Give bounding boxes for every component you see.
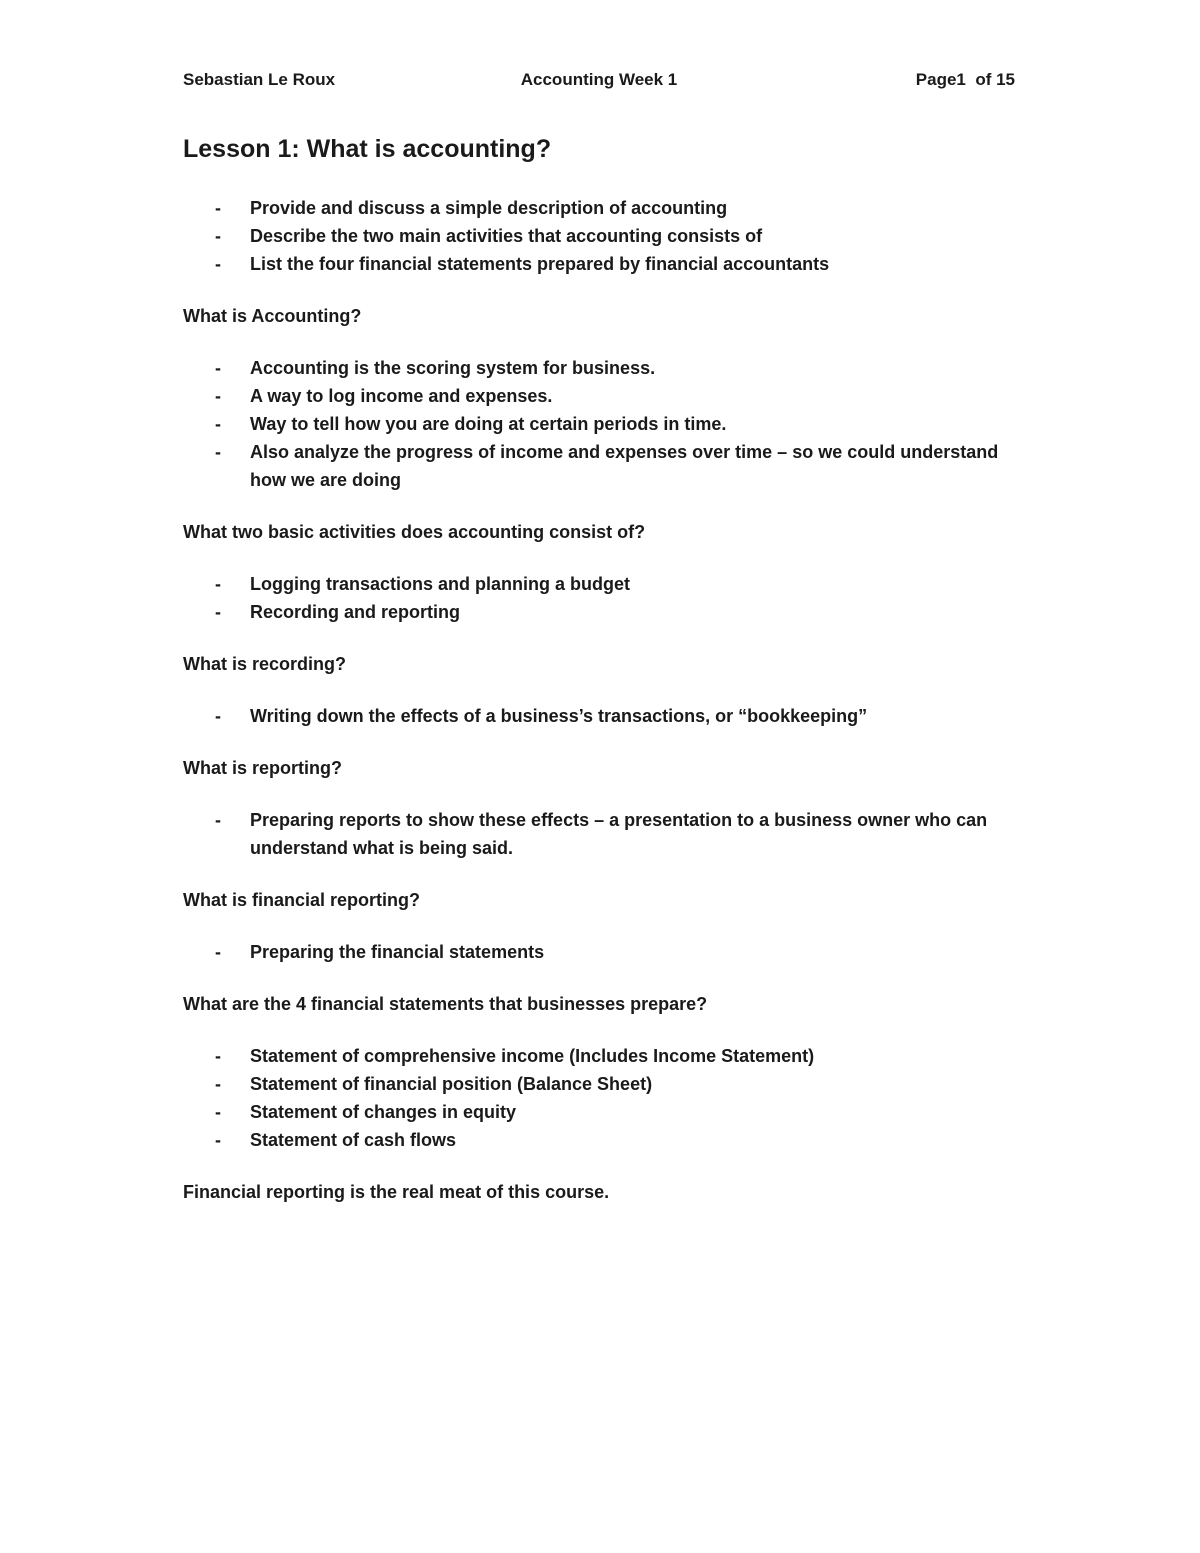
section-bullet-list	[183, 938, 1015, 966]
bullet-item	[183, 382, 1015, 410]
dash-bullet-icon: -	[215, 358, 221, 378]
section-what-is-recording	[183, 650, 1015, 730]
dash-bullet-icon: -	[215, 942, 221, 962]
section-two-basic-activities	[183, 518, 1015, 626]
bullet-text: Way to tell how you are doing at certain periods in time.	[250, 414, 727, 434]
bullet-text: Statement of cash flows	[250, 1130, 457, 1150]
bullet-item	[183, 1098, 1015, 1126]
objectives-list	[183, 194, 1015, 278]
dash-bullet-icon: -	[215, 1102, 221, 1122]
dash-bullet-icon: -	[215, 254, 221, 274]
bullet-text: Also analyze the progress of income and expenses over time – so we could understand how we are doing	[250, 442, 999, 490]
section-what-is-accounting	[183, 302, 1015, 494]
bullet-item	[183, 194, 1015, 222]
bullet-text: Describe the two main activities that accounting consists of	[250, 226, 763, 246]
bullet-item	[183, 1070, 1015, 1098]
section-bullet-list	[183, 1042, 1015, 1154]
bullet-item	[183, 570, 1015, 598]
bullet-text: Preparing the financial statements	[250, 942, 545, 962]
section-what-is-reporting	[183, 754, 1015, 862]
header-doc-title: Accounting Week 1	[520, 70, 678, 89]
section-bullet-list	[183, 354, 1015, 494]
bullet-text: Statement of comprehensive income (Includes Income Statement)	[250, 1046, 815, 1066]
document-body	[183, 134, 1015, 1206]
bullet-item	[183, 438, 1015, 494]
section-bullet-list	[183, 702, 1015, 730]
section-four-financial-statements	[183, 990, 1015, 1154]
bullet-item	[183, 410, 1015, 438]
section-heading: What is recording?	[183, 654, 347, 674]
bullet-item	[183, 806, 1015, 862]
section-bullet-list	[183, 806, 1015, 862]
dash-bullet-icon: -	[215, 1046, 221, 1066]
lesson-title: Lesson 1: What is accounting?	[183, 135, 552, 163]
dash-bullet-icon: -	[215, 810, 221, 830]
page-header	[183, 70, 1015, 90]
bullet-text: Statement of financial position (Balance Sheet)	[250, 1074, 653, 1094]
section-heading: What is financial reporting?	[183, 890, 421, 910]
section-heading: What are the 4 financial statements that businesses prepare?	[183, 994, 708, 1014]
closing-paragraph: Financial reporting is the real meat of this course.	[183, 1182, 610, 1202]
bullet-item	[183, 354, 1015, 382]
header-page-number: Page1 of 15	[915, 70, 1015, 89]
bullet-item	[183, 598, 1015, 626]
section-heading: What is Accounting?	[183, 306, 362, 326]
bullet-item	[183, 938, 1015, 966]
bullet-text: Preparing reports to show these effects – a presentation to a business owner who can understand what is being said.	[250, 810, 988, 858]
section-bullet-list	[183, 570, 1015, 626]
dash-bullet-icon: -	[215, 1130, 221, 1150]
section-heading: What is reporting?	[183, 758, 342, 778]
bullet-item	[183, 250, 1015, 278]
section-financial-reporting	[183, 886, 1015, 966]
bullet-text: Provide and discuss a simple description of accounting	[250, 198, 728, 218]
bullet-item	[183, 1126, 1015, 1154]
bullet-text: Writing down the effects of a business’s transactions, or “bookkeeping”	[250, 706, 868, 726]
dash-bullet-icon: -	[215, 602, 221, 622]
section-heading: What two basic activities does accounting consist of?	[183, 522, 646, 542]
header-author: Sebastian Le Roux	[183, 70, 336, 89]
dash-bullet-icon: -	[215, 574, 221, 594]
bullet-text: List the four financial statements prepared by financial accountants	[250, 254, 830, 274]
bullet-item	[183, 1042, 1015, 1070]
dash-bullet-icon: -	[215, 386, 221, 406]
bullet-text: Statement of changes in equity	[250, 1102, 517, 1122]
bullet-item	[183, 702, 1015, 730]
bullet-text: Accounting is the scoring system for business.	[250, 358, 656, 378]
dash-bullet-icon: -	[215, 198, 221, 218]
dash-bullet-icon: -	[215, 226, 221, 246]
bullet-text: A way to log income and expenses.	[250, 386, 553, 406]
bullet-item	[183, 222, 1015, 250]
bullet-text: Recording and reporting	[250, 602, 461, 622]
dash-bullet-icon: -	[215, 1074, 221, 1094]
dash-bullet-icon: -	[215, 414, 221, 434]
bullet-text: Logging transactions and planning a budget	[250, 574, 630, 594]
dash-bullet-icon: -	[215, 442, 221, 462]
dash-bullet-icon: -	[215, 706, 221, 726]
